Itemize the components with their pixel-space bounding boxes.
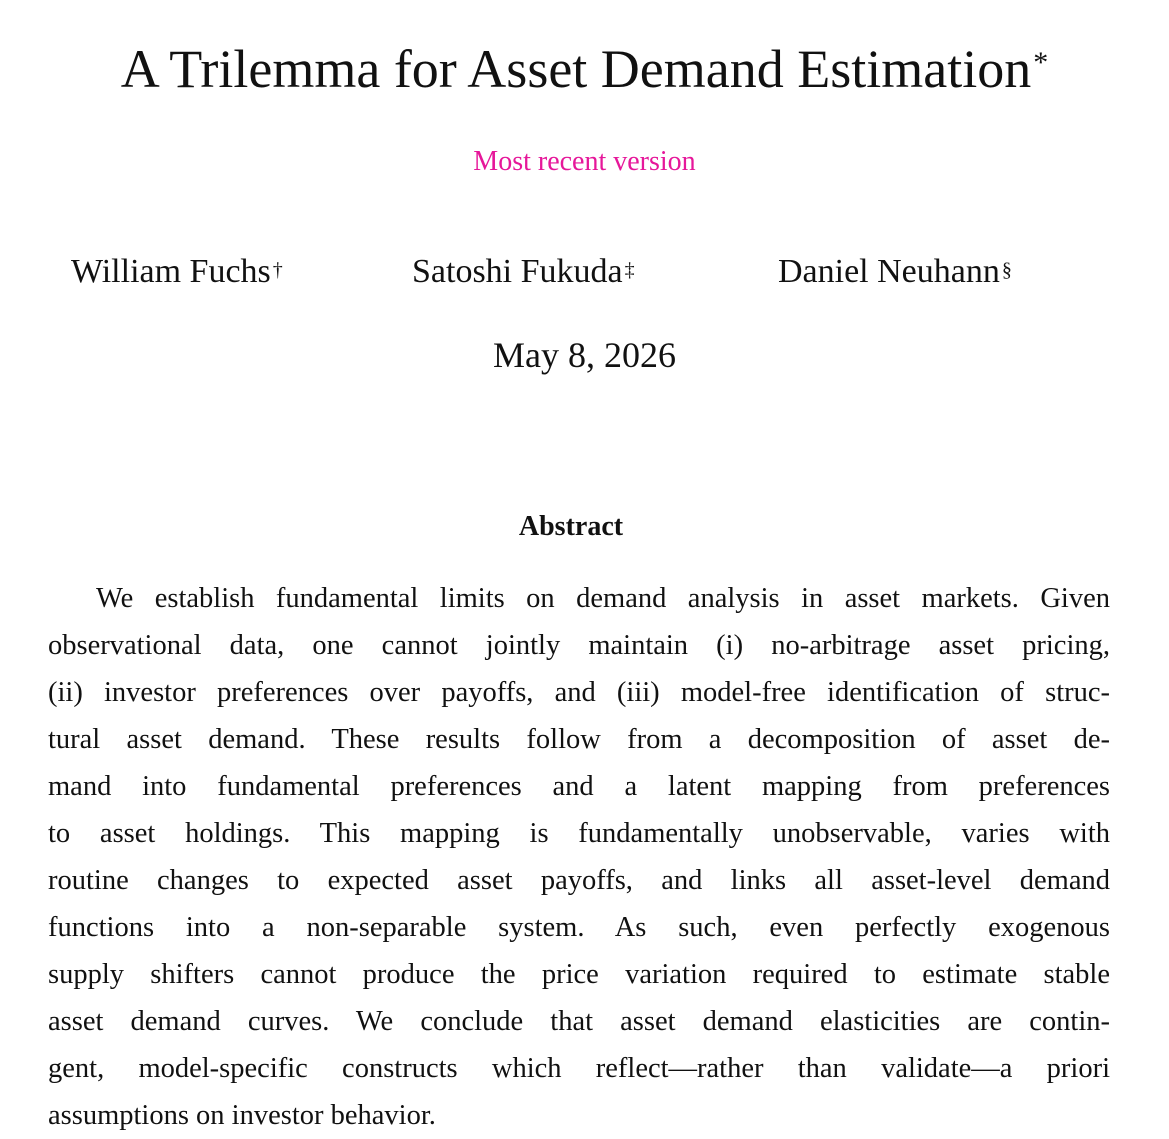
author-footnote-mark[interactable]: § [1001, 259, 1012, 281]
abstract-line: asset demand curves. We conclude that asset demand elasticities are contin- [48, 1006, 1110, 1037]
author-name: William Fuchs [71, 253, 271, 290]
abstract-line: mand into fundamental preferences and a latent mapping from preferences [48, 771, 1110, 802]
abstract-body [48, 575, 1110, 1139]
title-footnote-mark[interactable]: * [1033, 46, 1049, 79]
abstract-line: assumptions on investor behavior. [48, 1100, 436, 1131]
most-recent-version-link[interactable]: Most recent version [473, 146, 696, 177]
paper-title [0, 34, 1169, 104]
abstract-line: to asset holdings. This mapping is fundamentally unobservable, varies with [48, 818, 1110, 849]
abstract-line: (ii) investor preferences over payoffs, and (iii) model-free identification of struc- [48, 677, 1110, 708]
abstract-line: routine changes to expected asset payoffs, and links all asset-level demand [48, 865, 1110, 896]
abstract-line: functions into a non-separable system. As such, even perfectly exogenous [48, 912, 1110, 943]
author-footnote-mark[interactable]: ‡ [624, 259, 635, 281]
abstract-heading: Abstract [518, 511, 624, 542]
paper-date: May 8, 2026 [493, 335, 676, 375]
abstract-line: observational data, one cannot jointly maintain (i) no-arbitrage asset pricing, [48, 630, 1110, 661]
author-footnote-mark[interactable]: † [272, 259, 283, 281]
author-william-fuchs [71, 248, 283, 296]
author-daniel-neuhann [778, 248, 1012, 296]
abstract-line: gent, model-specific constructs which reflect—rather than validate—a priori [48, 1053, 1110, 1084]
abstract-line: supply shifters cannot produce the price variation required to estimate stable [48, 959, 1110, 990]
author-name: Daniel Neuhann [778, 253, 1000, 290]
author-satoshi-fukuda [412, 248, 635, 296]
abstract-line: We establish fundamental limits on demand analysis in asset markets. Given [96, 583, 1110, 614]
paper-title-text: A Trilemma for Asset Demand Estimation [120, 39, 1032, 99]
abstract-line: tural asset demand. These results follow from a decomposition of asset de- [48, 724, 1110, 755]
author-list [0, 248, 1169, 298]
author-name: Satoshi Fukuda [412, 253, 623, 290]
